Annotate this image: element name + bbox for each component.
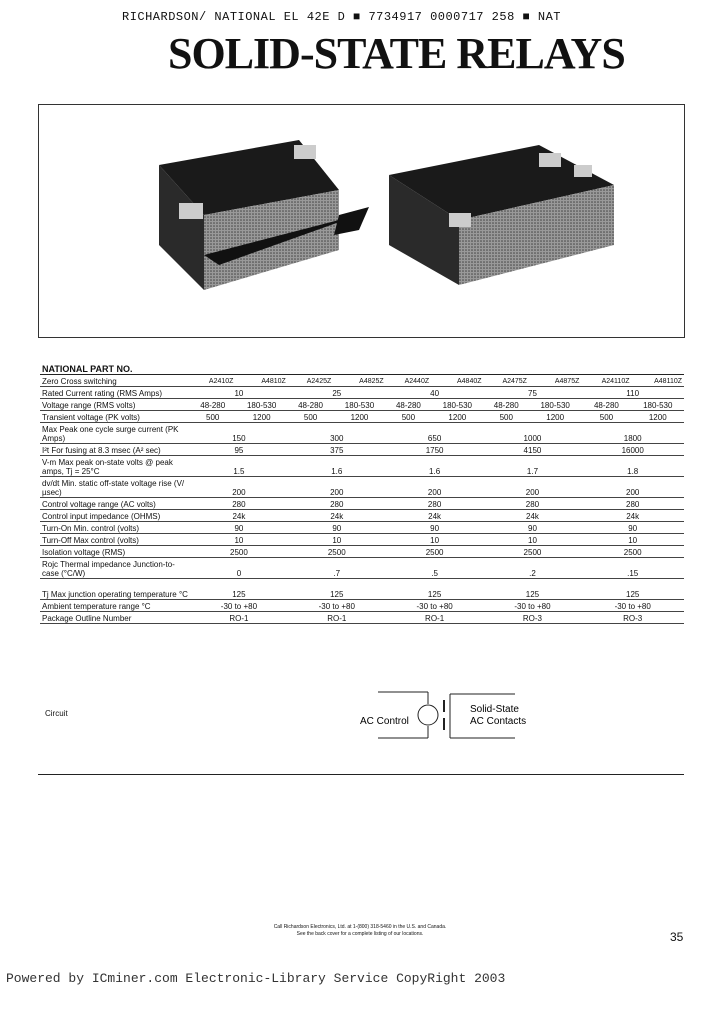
table-row-label: Control input impedance (OHMS)	[40, 510, 190, 522]
table-cell: 180-530	[529, 399, 581, 411]
table-row-label: I²t For fusing at 8.3 msec (A² sec)	[40, 444, 190, 456]
table-cell: 375	[288, 444, 386, 456]
table-row-label: Max Peak one cycle surge current (PK Amps)	[40, 423, 190, 444]
table-header-row	[40, 363, 684, 375]
section-divider	[38, 774, 684, 775]
table-cell: 125	[386, 579, 484, 600]
table-cell: 1.8	[581, 456, 684, 477]
table-row-label: Rated Current rating (RMS Amps)	[40, 387, 190, 399]
table-cell: .2	[484, 558, 582, 579]
table-row-label: V-m Max peak on-state volts @ peak amps, Tj = 25°C	[40, 456, 190, 477]
part-number: A4810Z	[235, 375, 287, 387]
table-cell: 40	[386, 387, 484, 399]
table-row-label: Isolation voltage (RMS)	[40, 546, 190, 558]
part-number: A24110Z	[581, 375, 631, 387]
table-cell: 24k	[190, 510, 288, 522]
table-row	[40, 498, 684, 510]
table-cell: 48-280	[190, 399, 235, 411]
table-row-label: Zero Cross switching	[40, 375, 190, 387]
table-cell: 48-280	[386, 399, 431, 411]
part-number: A4875Z	[529, 375, 581, 387]
table-cell: 1000	[484, 423, 582, 444]
catalog-marker-2: ■	[522, 10, 531, 24]
table-cell: RO-3	[484, 612, 582, 624]
table-cell: RO-3	[581, 612, 684, 624]
footer-note-line-1: Call Richardson Electronics, Ltd. at 1-(800) 318-5460 in the U.S. and Canada.	[273, 924, 447, 930]
table-cell: 2500	[484, 546, 582, 558]
product-photo-frame	[38, 104, 685, 338]
table-cell: 125	[190, 579, 288, 600]
table-cell: -30 to +80	[288, 600, 386, 612]
part-number: A2425Z	[288, 375, 333, 387]
table-cell: 200	[190, 477, 288, 498]
table-row-label: Package Outline Number	[40, 612, 190, 624]
table-cell: 280	[581, 498, 684, 510]
table-cell: 1200	[431, 411, 483, 423]
table-cell: 16000	[581, 444, 684, 456]
table-row	[40, 510, 684, 522]
table-cell: 48-280	[581, 399, 631, 411]
table-cell: 90	[288, 522, 386, 534]
table-cell: RO-1	[288, 612, 386, 624]
table-cell: 110	[581, 387, 684, 399]
catalog-suffix: NAT	[537, 10, 561, 24]
table-row	[40, 387, 684, 399]
table-cell: 24k	[484, 510, 582, 522]
table-cell: 500	[288, 411, 333, 423]
table-cell: 1200	[235, 411, 287, 423]
table-row-label: Turn-On Min. control (volts)	[40, 522, 190, 534]
table-cell: RO-1	[386, 612, 484, 624]
table-cell: .7	[288, 558, 386, 579]
catalog-header-line	[122, 10, 561, 24]
table-cell: 280	[386, 498, 484, 510]
table-row	[40, 558, 684, 579]
table-cell: 150	[190, 423, 288, 444]
relay-photo-illustration	[39, 105, 684, 337]
table-row	[40, 456, 684, 477]
table-cell: 200	[484, 477, 582, 498]
table-cell: 125	[484, 579, 582, 600]
catalog-codes: 7734917 0000717 258	[368, 10, 515, 24]
circuit-contacts-label-1: Solid-State	[470, 704, 519, 715]
table-cell: 280	[190, 498, 288, 510]
table-cell: 10	[190, 534, 288, 546]
table-cell: 95	[190, 444, 288, 456]
table-cell: 10	[190, 387, 288, 399]
table-cell: 2500	[288, 546, 386, 558]
table-row	[40, 534, 684, 546]
table-cell: 4150	[484, 444, 582, 456]
circuit-label: Circuit	[45, 709, 68, 718]
table-cell: 1200	[529, 411, 581, 423]
table-cell: -30 to +80	[386, 600, 484, 612]
table-cell: 180-530	[431, 399, 483, 411]
table-row-label: Rojc Thermal impedance Junction-to-case (°C/W)	[40, 558, 190, 579]
table-cell: 48-280	[288, 399, 333, 411]
table-row	[40, 612, 684, 624]
table-row	[40, 579, 684, 600]
table-cell: 650	[386, 423, 484, 444]
table-row	[40, 423, 684, 444]
table-cell: 90	[581, 522, 684, 534]
table-cell: 2500	[190, 546, 288, 558]
table-cell: 24k	[386, 510, 484, 522]
part-number: A2475Z	[484, 375, 529, 387]
table-cell: 200	[386, 477, 484, 498]
part-number: A4840Z	[431, 375, 483, 387]
table-row	[40, 411, 684, 423]
table-cell: 1.7	[484, 456, 582, 477]
catalog-marker-1: ■	[353, 10, 361, 24]
table-cell: 0	[190, 558, 288, 579]
table-row	[40, 399, 684, 411]
table-row	[40, 600, 684, 612]
table-cell: 48-280	[484, 399, 529, 411]
table-cell: 125	[288, 579, 386, 600]
table-row-label: Tj Max junction operating temperature °C	[40, 579, 190, 600]
relay-left	[159, 140, 369, 290]
table-row-label: Ambient temperature range °C	[40, 600, 190, 612]
table-row	[40, 444, 684, 456]
table-cell: 25	[288, 387, 386, 399]
table-cell: 75	[484, 387, 582, 399]
spec-rows	[40, 423, 684, 624]
part-number: A48110Z	[631, 375, 684, 387]
powered-by-watermark: Powered by ICminer.com Electronic-Library Service CopyRight 2003	[6, 971, 506, 986]
table-cell: 1200	[631, 411, 684, 423]
part-number: A2440Z	[386, 375, 431, 387]
table-cell: .5	[386, 558, 484, 579]
table-cell: 2500	[581, 546, 684, 558]
page-number: 35	[670, 930, 684, 944]
table-cell: 90	[190, 522, 288, 534]
table-row-label: dv/dt Min. static off-state voltage rise (V/µsec)	[40, 477, 190, 498]
table-cell: 280	[484, 498, 582, 510]
table-row-label: Turn-Off Max control (volts)	[40, 534, 190, 546]
table-cell: 24k	[581, 510, 684, 522]
table-cell: RO-1	[190, 612, 288, 624]
table-cell: 500	[190, 411, 235, 423]
table-row-label: Transient voltage (PK volts)	[40, 411, 190, 423]
table-cell: 10	[288, 534, 386, 546]
table-cell: 200	[288, 477, 386, 498]
page-title: SOLID-STATE RELAYS	[168, 29, 625, 78]
table-cell: 1800	[581, 423, 684, 444]
table-cell: 1.6	[288, 456, 386, 477]
table-cell: 1.5	[190, 456, 288, 477]
catalog-publisher: RICHARDSON/ NATIONAL EL 42E D	[122, 10, 346, 24]
table-cell: 500	[581, 411, 631, 423]
table-cell: 10	[386, 534, 484, 546]
table-cell: 180-530	[631, 399, 684, 411]
table-cell: 200	[581, 477, 684, 498]
circuit-schematic	[350, 688, 540, 748]
table-cell: -30 to +80	[484, 600, 582, 612]
part-number: A2410Z	[190, 375, 235, 387]
footer-note-line-2: See the back cover for a complete listing of our locations.	[296, 931, 424, 937]
part-number: A4825Z	[333, 375, 385, 387]
table-row-label: Control voltage range (AC volts)	[40, 498, 190, 510]
part-number-row	[40, 375, 684, 387]
table-cell: 1.6	[386, 456, 484, 477]
table-cell: 1750	[386, 444, 484, 456]
circuit-control-label: AC Control	[360, 716, 409, 727]
table-cell: 90	[386, 522, 484, 534]
footer-note	[240, 924, 480, 938]
table-cell: 300	[288, 423, 386, 444]
table-row-label: Voltage range (RMS volts)	[40, 399, 190, 411]
table-cell: -30 to +80	[581, 600, 684, 612]
table-cell: 180-530	[235, 399, 287, 411]
table-cell: 90	[484, 522, 582, 534]
table-row	[40, 477, 684, 498]
table-cell: 180-530	[333, 399, 385, 411]
table-cell: 500	[484, 411, 529, 423]
table-cell: 10	[581, 534, 684, 546]
table-row	[40, 546, 684, 558]
table-cell: 125	[581, 579, 684, 600]
table-row	[40, 522, 684, 534]
specs-table	[40, 363, 684, 624]
circuit-contacts-label-2: AC Contacts	[470, 716, 527, 727]
table-cell: 280	[288, 498, 386, 510]
column-header: NATIONAL PART NO.	[40, 363, 190, 375]
table-cell: .15	[581, 558, 684, 579]
table-cell: -30 to +80	[190, 600, 288, 612]
table-cell: 1200	[333, 411, 385, 423]
table-cell: 2500	[386, 546, 484, 558]
table-cell: 10	[484, 534, 582, 546]
table-cell: 500	[386, 411, 431, 423]
relay-right	[389, 145, 614, 285]
table-cell: 24k	[288, 510, 386, 522]
